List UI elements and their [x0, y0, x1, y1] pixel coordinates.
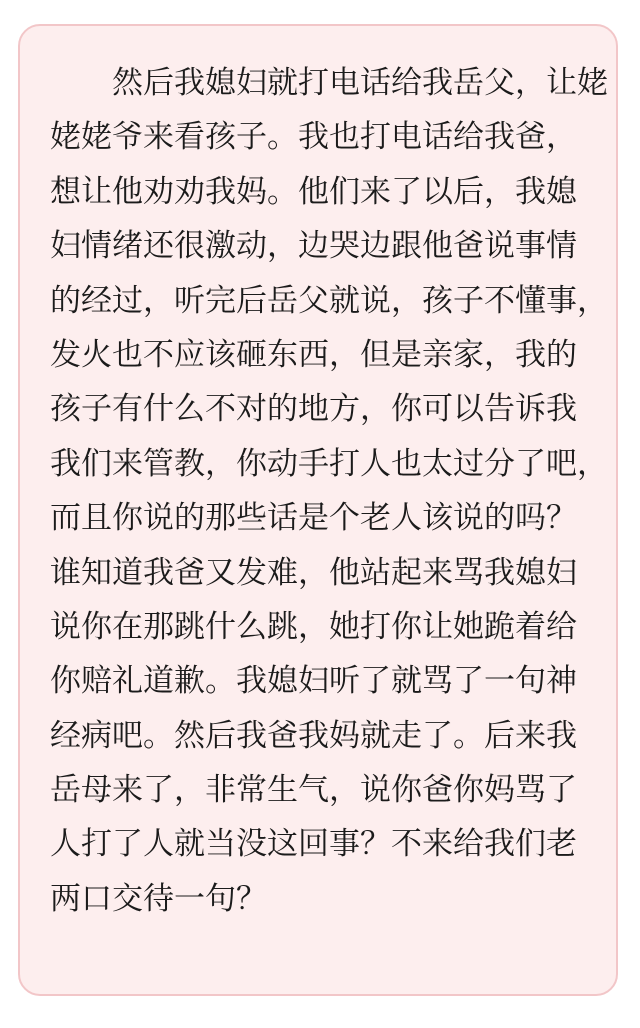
text-line: 说你在那跳什么跳，她打你让她跪着给 — [50, 608, 577, 645]
text-line: 而且你说的那些话是个老人该说的吗？ — [50, 500, 577, 537]
text-line: 岳母来了，非常生气，说你爸你妈骂了 — [50, 772, 577, 809]
text-line: 经病吧。然后我爸我妈就走了。后来我 — [50, 717, 577, 754]
text-line: 人打了人就当没这回事？不来给我们老 — [50, 826, 577, 863]
text-line: 两口交待一句？ — [50, 880, 267, 917]
text-line: 想让他劝劝我妈。他们来了以后，我媳 — [50, 173, 577, 210]
text-line: 孩子有什么不对的地方，你可以告诉我 — [50, 391, 577, 428]
text-line: 然后我媳妇就打电话给我岳父，让姥 — [112, 65, 608, 101]
text-line: 妇情绪还很激动，边哭边跟他爸说事情 — [50, 228, 577, 265]
text-line: 你赔礼道歉。我媳妇听了就骂了一句神 — [50, 663, 577, 700]
text-line: 的经过，听完后岳父就说，孩子不懂事， — [50, 282, 608, 319]
text-line: 谁知道我爸又发难，他站起来骂我媳妇 — [50, 554, 577, 591]
text-line: 发火也不应该砸东西，但是亲家，我的 — [50, 336, 577, 373]
text-line: 姥姥爷来看孩子。我也打电话给我爸， — [50, 119, 577, 156]
text-card — [18, 24, 618, 996]
text-line: 我们来管教，你动手打人也太过分了吧， — [50, 445, 608, 482]
story-paragraph — [50, 56, 610, 926]
